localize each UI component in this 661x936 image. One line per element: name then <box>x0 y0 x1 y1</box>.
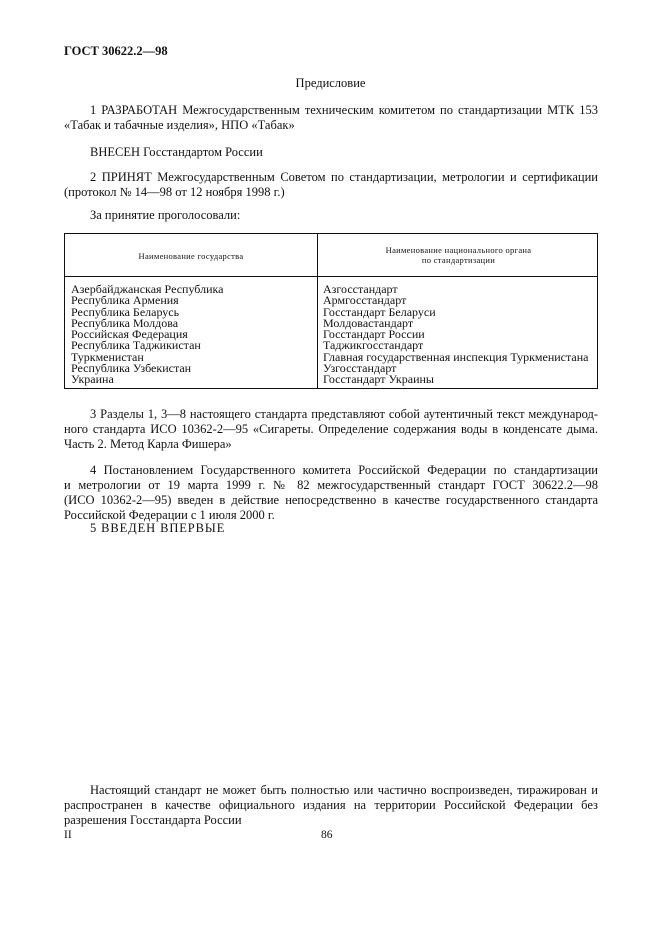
paragraph-line: (протокол № 14—98 от 12 ноября 1998 г.) <box>64 185 285 199</box>
paragraph-line: 3 Разделы 1, 3—8 настоящего стандарта представляют собой аутентичный текст международ- <box>90 407 598 421</box>
table-cell-body: Госстандарт Беларуси <box>323 304 436 319</box>
table-cell-body: Госстандарт Украины <box>323 372 434 387</box>
table-header-state: Наименование государства <box>138 251 244 261</box>
states-column <box>71 284 223 386</box>
table-cell-state: Республика Узбекистан <box>71 361 192 376</box>
paragraph-line: 2 ПРИНЯТ Межгосударственным Советом по стандартизации, метрологии и сертификации <box>90 170 598 184</box>
paragraph-line: (ИСО 10362-2—95) введен в действие непосредственно в качестве государственного стандарта <box>64 493 598 507</box>
copyright-notice <box>64 783 598 828</box>
table-cell-state: Туркменистан <box>71 349 144 364</box>
table-cell-body: Узгосстандарт <box>323 361 397 376</box>
table-cell-state: Украина <box>71 372 114 387</box>
document-code: ГОСТ 30622.2—98 <box>64 44 168 58</box>
paragraph-line: разрешения Госстандарта России <box>64 813 242 827</box>
paragraph-line: Настоящий стандарт не может быть полностью или частично воспроизведен, тиражирован и <box>90 783 598 797</box>
table-cell-body: Таджикгосстандарт <box>323 338 424 353</box>
voting-table <box>64 233 598 389</box>
preface-title: Предисловие <box>295 76 366 90</box>
page-number: 86 <box>321 829 333 841</box>
paragraph-line: Российской Федерации с 1 июля 2000 г. <box>64 508 275 522</box>
table-cell-state: Республика Беларусь <box>71 304 180 319</box>
bodies-column <box>323 284 588 386</box>
table-cell-state: Республика Армения <box>71 293 179 308</box>
roman-page-marker: II <box>64 829 72 841</box>
paragraph-introduced-by: ВНЕСЕН Госстандартом России <box>90 145 263 159</box>
table-cell-state: Республика Молдова <box>71 315 179 330</box>
paragraph-line: 4 Постановлением Государственного комитета Российской Федерации по стандартизации <box>90 463 598 477</box>
paragraph-line: ного стандарта ИСО 10362-2—95 «Сигареты. Определение содержания воды в конденсате дыма. <box>64 422 598 436</box>
table-cell-body: Молдовастандарт <box>323 315 414 330</box>
table-cell-body: Азгосстандарт <box>323 282 398 296</box>
paragraph-line: распространен в качестве официального издания на территории Российской Федерации без <box>64 798 598 812</box>
paragraph-adopted <box>64 170 598 200</box>
table-cell-state: Азербайджанская Республика <box>71 282 224 296</box>
table-cell-state: Республика Таджикистан <box>71 338 201 353</box>
paragraph-line: Часть 2. Метод Карла Фишера» <box>64 437 232 451</box>
paragraph-line: и метрологии от 19 марта 1999 г. № 82 межгосударственный стандарт ГОСТ 30622.2—98 <box>64 478 598 492</box>
table-header-body-line2: по стандартизации <box>421 255 496 265</box>
table-cell-body: Главная государственная инспекция Туркменистана <box>323 349 589 364</box>
table-cell-body: Армгосстандарт <box>323 293 407 308</box>
voting-intro: За принятие проголосовали: <box>90 208 241 222</box>
table-header-divider <box>65 276 597 277</box>
table-cell-state: Российская Федерация <box>71 327 188 342</box>
paragraph-developed <box>64 103 598 133</box>
paragraph-first-introduced: 5 ВВЕДЕН ВПЕРВЫЕ <box>90 521 226 535</box>
paragraph-line: 1 РАЗРАБОТАН Межгосударственным техническим комитетом по стандартизации МТК 153 <box>90 103 598 117</box>
table-header-body-line1: Наименование национального органа <box>385 245 532 255</box>
paragraph-sections <box>64 407 598 452</box>
table-cell-body: Госстандарт России <box>323 327 425 342</box>
paragraph-line: «Табак и табачные изделия», НПО «Табак» <box>64 118 295 132</box>
paragraph-decree <box>64 463 598 523</box>
table-header-body <box>318 245 599 265</box>
